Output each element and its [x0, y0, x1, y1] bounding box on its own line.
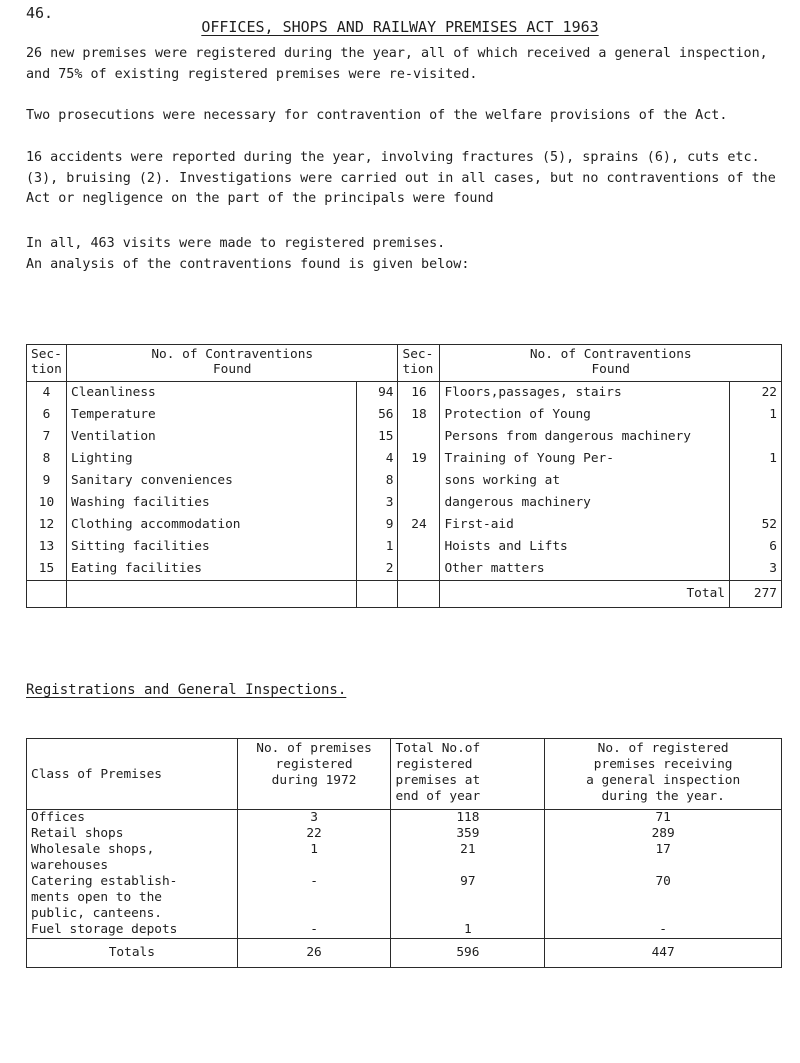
section-number: 4: [27, 382, 67, 405]
premises-class: Catering establish- ments open to the public, canteens.: [27, 874, 238, 922]
contravention-count: 56: [356, 404, 398, 426]
paragraph-accidents: 16 accidents were reported during the year, involving fractures (5), sprains (6), cuts etc. (3), bruising (2). Investigations were carried out in all cases, but no contraventions of the Act or negligence on the part of the principals were found: [26, 150, 776, 206]
section-number: 7: [27, 426, 67, 448]
section-number: 12: [27, 514, 67, 536]
paragraph-new-premises: 26 new premises were registered during the year, all of which received a general inspection, and 75% of existing registered premises were re-visited.: [26, 46, 768, 82]
premises-total: 21: [391, 842, 545, 874]
contravention-item: Protection of Young: [440, 404, 730, 426]
totals-label: Totals: [27, 939, 238, 968]
section-number: [398, 558, 440, 581]
total-label: Total: [440, 581, 730, 608]
premises-total: 97: [391, 874, 545, 922]
section-number: 24: [398, 514, 440, 536]
premises-total: 359: [391, 826, 545, 842]
page-title: [0, 18, 800, 36]
section-number: [398, 536, 440, 558]
premises-class: Retail shops: [27, 826, 238, 842]
registered-header: No. of premises registered during 1972: [237, 739, 391, 810]
contravention-count: 4: [356, 448, 398, 470]
premises-registered: -: [237, 874, 391, 922]
premises-inspected: 70: [545, 874, 782, 922]
contravention-row: [27, 558, 782, 581]
premises-class: Offices: [27, 810, 238, 827]
total-header: Total No.of registered premises at end of year: [391, 739, 545, 810]
premises-inspected: 71: [545, 810, 782, 827]
contravention-count: 3: [356, 492, 398, 514]
found-header-left: No. of Contraventions Found: [66, 345, 398, 382]
section-number: 9: [27, 470, 67, 492]
registration-row: [27, 922, 782, 939]
contravention-row: [27, 426, 782, 448]
section-number: [398, 470, 440, 492]
totals-total: 596: [391, 939, 545, 968]
registration-row: [27, 810, 782, 827]
contraventions-table: [26, 344, 782, 608]
contravention-item: Sanitary conveniences: [66, 470, 356, 492]
contravention-row: [27, 514, 782, 536]
contravention-item: Sitting facilities: [66, 536, 356, 558]
section-number: 8: [27, 448, 67, 470]
paragraph-analysis-intro: An analysis of the contraventions found is given below:: [26, 257, 470, 272]
premises-registered: -: [237, 922, 391, 939]
premises-class: Fuel storage depots: [27, 922, 238, 939]
contravention-item: Temperature: [66, 404, 356, 426]
premises-total: 118: [391, 810, 545, 827]
totals-inspected: 447: [545, 939, 782, 968]
contravention-count: 52: [730, 514, 782, 536]
inspected-header: No. of registered premises receiving a general inspection during the year.: [545, 739, 782, 810]
registrations-table: [26, 738, 782, 968]
registration-row: [27, 842, 782, 874]
registrations-subtitle: Registrations and General Inspections.: [26, 682, 347, 698]
contravention-count: 1: [730, 404, 782, 426]
section-number: 10: [27, 492, 67, 514]
page-title-text: OFFICES, SHOPS AND RAILWAY PREMISES ACT 1963: [201, 18, 599, 36]
contravention-count: 3: [730, 558, 782, 581]
section-header-left: Sec- tion: [27, 345, 67, 382]
contravention-count: 2: [356, 558, 398, 581]
contravention-count: [730, 492, 782, 514]
contravention-row: [27, 536, 782, 558]
contravention-row: [27, 448, 782, 470]
contravention-item: Lighting: [66, 448, 356, 470]
paragraph-visits: In all, 463 visits were made to registered premises.: [26, 236, 446, 251]
contraventions-header-row: [27, 345, 782, 382]
premises-inspected: 289: [545, 826, 782, 842]
contravention-row: [27, 492, 782, 514]
registration-row: [27, 826, 782, 842]
contravention-count: 1: [730, 448, 782, 470]
contravention-item: Persons from dangerous machinery: [440, 426, 730, 448]
contraventions-body: [27, 382, 782, 581]
contraventions-total-row: [27, 581, 782, 608]
section-number: 6: [27, 404, 67, 426]
contravention-count: 9: [356, 514, 398, 536]
contravention-count: [730, 470, 782, 492]
contravention-count: 94: [356, 382, 398, 405]
contravention-count: 15: [356, 426, 398, 448]
page-number: 46.: [26, 4, 54, 22]
section-number: [398, 426, 440, 448]
registrations-totals-row: [27, 939, 782, 968]
contravention-row: [27, 382, 782, 405]
contravention-item: Other matters: [440, 558, 730, 581]
registrations-header-row: [27, 739, 782, 810]
contravention-count: 1: [356, 536, 398, 558]
premises-inspected: -: [545, 922, 782, 939]
contravention-row: [27, 404, 782, 426]
class-header: Class of Premises: [27, 739, 238, 810]
contravention-item: Hoists and Lifts: [440, 536, 730, 558]
contravention-item: Eating facilities: [66, 558, 356, 581]
paragraph-prosecutions: Two prosecutions were necessary for contravention of the welfare provisions of the Act.: [26, 108, 728, 123]
section-header-right: Sec- tion: [398, 345, 440, 382]
found-header-right: No. of Contraventions Found: [440, 345, 782, 382]
contravention-item: Ventilation: [66, 426, 356, 448]
contravention-row: [27, 470, 782, 492]
premises-total: 1: [391, 922, 545, 939]
section-number: 19: [398, 448, 440, 470]
section-number: 15: [27, 558, 67, 581]
contravention-item: sons working at: [440, 470, 730, 492]
contravention-item: Floors,passages, stairs: [440, 382, 730, 405]
contravention-item: Washing facilities: [66, 492, 356, 514]
contravention-count: 22: [730, 382, 782, 405]
contravention-item: Clothing accommodation: [66, 514, 356, 536]
contravention-count: 6: [730, 536, 782, 558]
section-number: 18: [398, 404, 440, 426]
registration-row: [27, 874, 782, 922]
registrations-body: [27, 810, 782, 939]
section-number: 16: [398, 382, 440, 405]
contravention-item: First-aid: [440, 514, 730, 536]
contravention-item: Cleanliness: [66, 382, 356, 405]
total-value: 277: [730, 581, 782, 608]
premises-registered: 3: [237, 810, 391, 827]
premises-registered: 22: [237, 826, 391, 842]
premises-registered: 1: [237, 842, 391, 874]
section-number: [398, 492, 440, 514]
contravention-count: [730, 426, 782, 448]
totals-registered: 26: [237, 939, 391, 968]
contravention-item: Training of Young Per-: [440, 448, 730, 470]
premises-inspected: 17: [545, 842, 782, 874]
contravention-count: 8: [356, 470, 398, 492]
premises-class: Wholesale shops, warehouses: [27, 842, 238, 874]
section-number: 13: [27, 536, 67, 558]
contravention-item: dangerous machinery: [440, 492, 730, 514]
